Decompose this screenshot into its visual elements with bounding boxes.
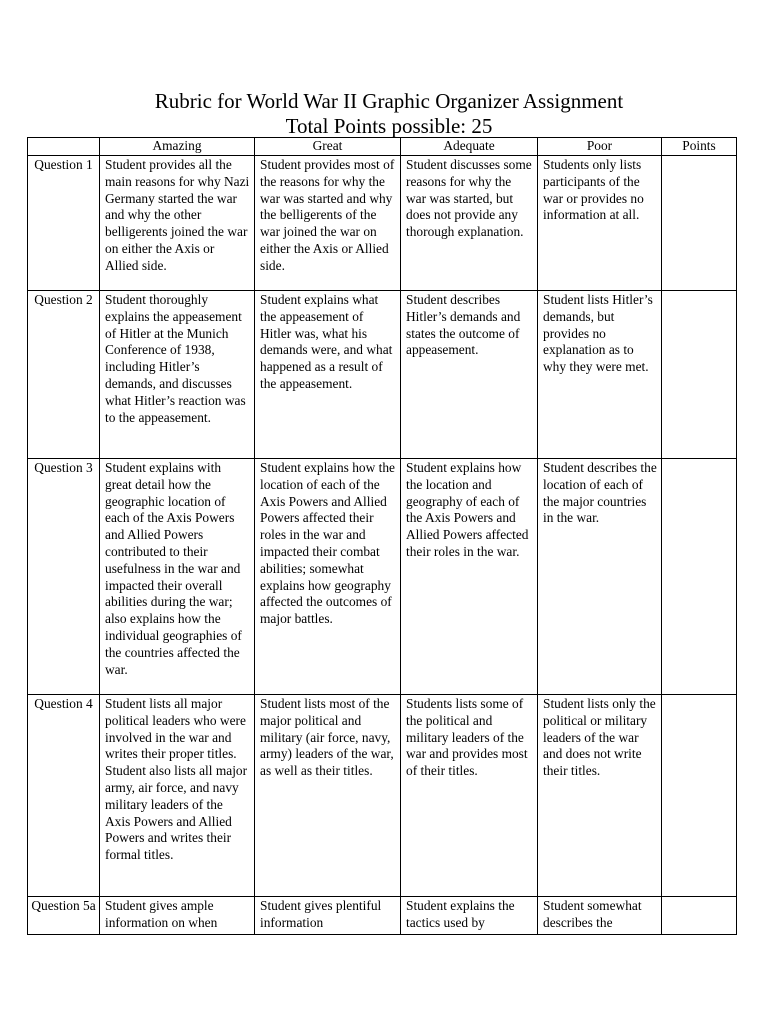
amazing-cell: Student provides all the main reasons for why Nazi Germany started the war and why the other belligerents joined the war on either the Axis or Allied side. bbox=[100, 156, 255, 291]
question-label: Question 5a bbox=[28, 897, 100, 935]
header-great: Great bbox=[255, 138, 401, 156]
great-cell: Student gives plentiful information bbox=[255, 897, 401, 935]
adequate-cell: Student discusses some reasons for why the war was started, but does not provide any thorough explanation. bbox=[401, 156, 538, 291]
amazing-cell: Student lists all major political leaders who were involved in the war and writes their proper titles. Student also lists all major army, air force, and navy military leaders of the Axis Powers and Allied Powers and writes their formal titles. bbox=[100, 695, 255, 897]
adequate-cell: Student explains the tactics used by bbox=[401, 897, 538, 935]
table-row bbox=[28, 291, 737, 459]
question-label: Question 2 bbox=[28, 291, 100, 459]
adequate-cell: Students lists some of the political and military leaders of the war and provides most of their titles. bbox=[401, 695, 538, 897]
table-row bbox=[28, 459, 737, 695]
header-adequate: Adequate bbox=[401, 138, 538, 156]
amazing-cell: Student thoroughly explains the appeasement of Hitler at the Munich Conference of 1938, including Hitler’s demands, and discusses what Hitler’s reaction was to the appeasement. bbox=[100, 291, 255, 459]
points-cell bbox=[662, 695, 737, 897]
question-label: Question 3 bbox=[28, 459, 100, 695]
points-cell bbox=[662, 459, 737, 695]
points-cell bbox=[662, 897, 737, 935]
table-row bbox=[28, 695, 737, 897]
table-row bbox=[28, 156, 737, 291]
header-row bbox=[28, 138, 737, 156]
header-poor: Poor bbox=[538, 138, 662, 156]
amazing-cell: Student gives ample information on when bbox=[100, 897, 255, 935]
table-row bbox=[28, 897, 737, 935]
header-blank bbox=[28, 138, 100, 156]
poor-cell: Student lists only the political or military leaders of the war and does not write their titles. bbox=[538, 695, 662, 897]
great-cell: Student provides most of the reasons for why the war was started and why the belligerents of the war joined the war on either the Axis or Allied side. bbox=[255, 156, 401, 291]
adequate-cell: Student describes Hitler’s demands and states the outcome of appeasement. bbox=[401, 291, 538, 459]
rubric-table bbox=[27, 137, 737, 935]
total-points-subtitle: Total Points possible: 25 bbox=[285, 114, 493, 138]
poor-cell: Students only lists participants of the war or provides no information at all. bbox=[538, 156, 662, 291]
great-cell: Student explains how the location of each of the Axis Powers and Allied Powers affected their roles in the war and impacted their combat abilities; somewhat explains how geography affected the outcomes of major battles. bbox=[255, 459, 401, 695]
points-cell bbox=[662, 156, 737, 291]
adequate-cell: Student explains how the location and geography of each of the Axis Powers and Allied Powers affected their roles in the war. bbox=[401, 459, 538, 695]
great-cell: Student explains what the appeasement of Hitler was, what his demands were, and what happened as a result of the appeasement. bbox=[255, 291, 401, 459]
points-cell bbox=[662, 291, 737, 459]
poor-cell: Student describes the location of each of the major countries in the war. bbox=[538, 459, 662, 695]
poor-cell: Student lists Hitler’s demands, but provides no explanation as to why they were met. bbox=[538, 291, 662, 459]
poor-cell: Student somewhat describes the bbox=[538, 897, 662, 935]
header-amazing: Amazing bbox=[100, 138, 255, 156]
question-label: Question 1 bbox=[28, 156, 100, 291]
amazing-cell: Student explains with great detail how the geographic location of each of the Axis Powers and Allied Powers contributed to their usefulness in the war and impacted their overall abilities during the war; also explains how the individual geographies of the countries affected the war. bbox=[100, 459, 255, 695]
header-points: Points bbox=[662, 138, 737, 156]
great-cell: Student lists most of the major political and military (air force, navy, army) leaders of the war, as well as their titles. bbox=[255, 695, 401, 897]
question-label: Question 4 bbox=[28, 695, 100, 897]
document-title: Rubric for World War II Graphic Organizer Assignment bbox=[154, 89, 624, 113]
